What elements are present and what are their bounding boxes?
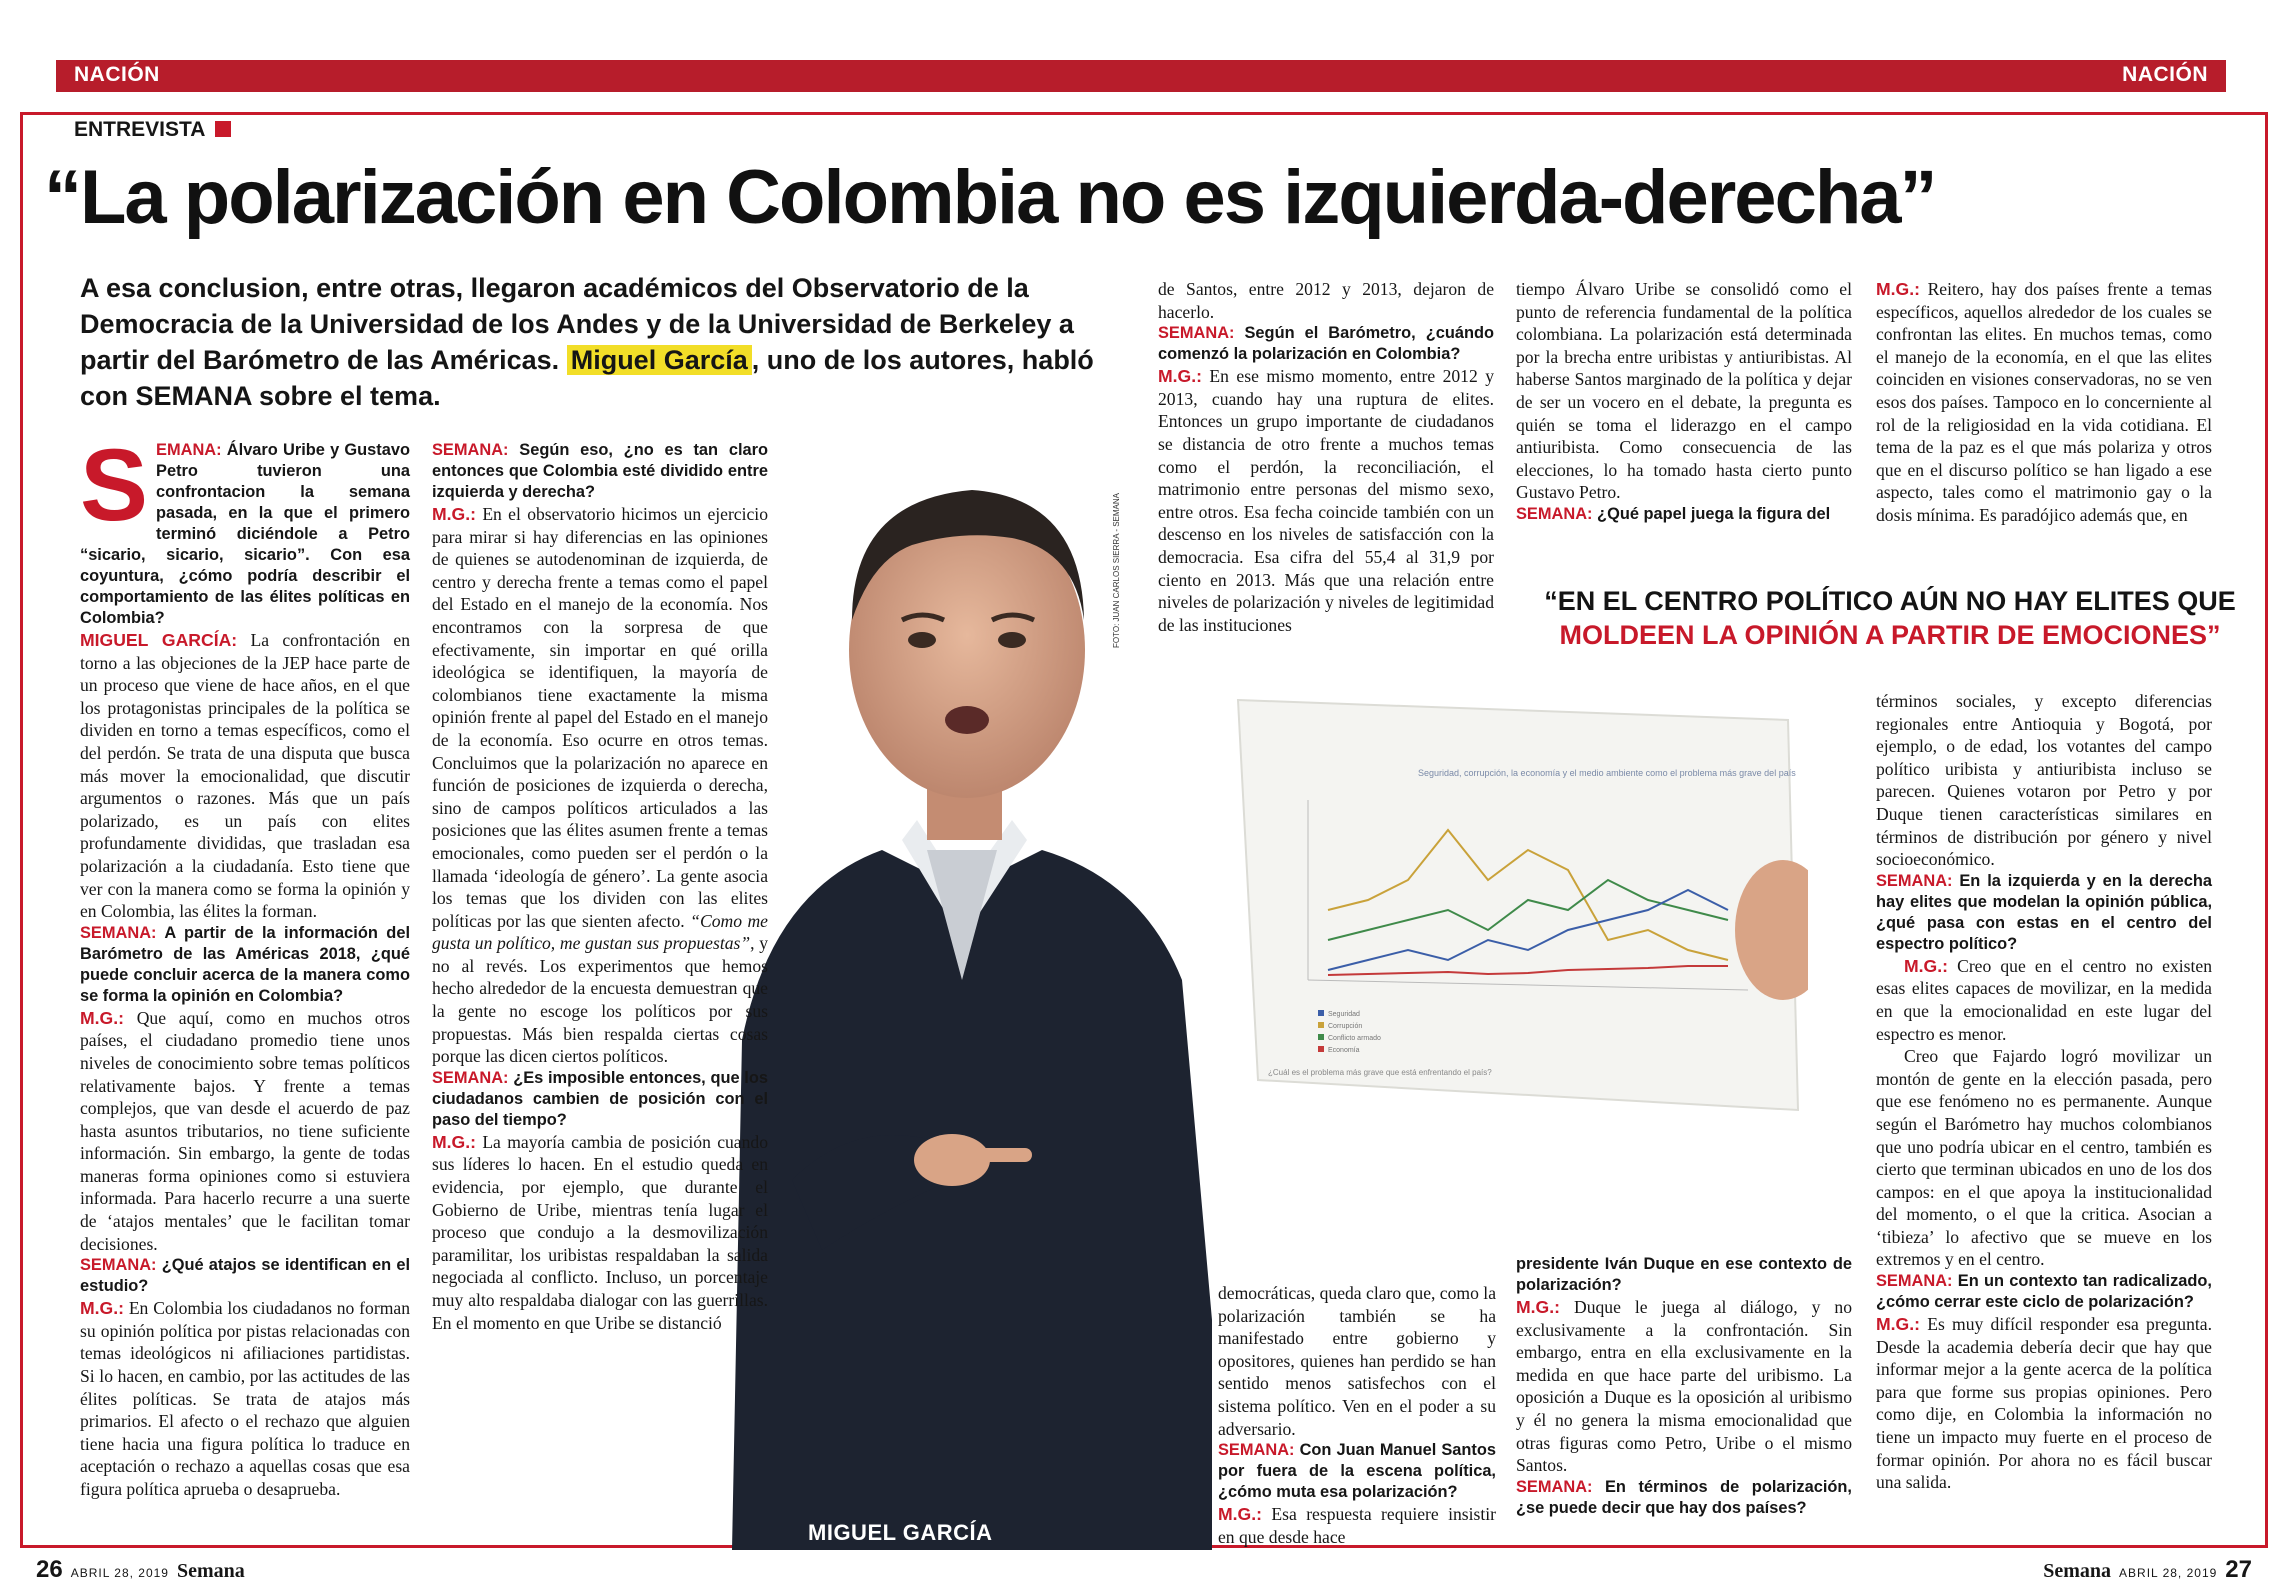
question-text: En la izquierda y en la derecha hay elites que modelan la opinión pública, ¿qué pasa con estas en el centro del espectro político? xyxy=(1876,871,2212,953)
speaker-label: M.G.: xyxy=(80,1007,124,1028)
speaker-label: SEMANA: xyxy=(80,1256,157,1275)
answer-1 xyxy=(1876,955,2212,1045)
speaker-label: SEMANA: xyxy=(1158,324,1235,343)
question-1 xyxy=(80,428,410,629)
pull-quote-line-1: “EN EL CENTRO POLÍTICO AÚN NO HAY ELITES QUE xyxy=(1544,586,2236,616)
photo-caption: MIGUEL GARCÍA xyxy=(808,1520,993,1545)
dropcap: S xyxy=(80,428,149,542)
speaker-label: M.G.: xyxy=(432,1131,476,1152)
kicker-square-icon xyxy=(215,121,231,137)
answer-text: Esa respuesta requiere insistir en que desde hace xyxy=(1218,1504,1496,1547)
answer-0: de Santos, entre 2012 y 2013, dejaron de hacerlo. xyxy=(1158,279,1494,322)
magazine-name: Semana xyxy=(176,1560,245,1582)
chart-printout-question: ¿Cuál es el problema más grave que está enfrentando el país? xyxy=(1268,1068,1492,1077)
question-2 xyxy=(80,923,410,1007)
speaker-label: SEMANA: xyxy=(1876,871,1953,890)
speaker-label: SEMANA: xyxy=(80,923,157,942)
speaker-label: MIGUEL GARCÍA: xyxy=(80,630,238,650)
question-1 xyxy=(1876,871,2212,955)
answer-text: La mayoría cambia de posición cuando sus líderes lo hacen. En el estudio queda en evidencia, por ejemplo, que durante el Gobierno de Uribe, mientras tenía lugar el proceso que condujo a la desmovilización paramilitar, los uribistas respaldaban la salida negociada al conflicto. Incluso, un porcentaje muy alto respaldaba dialogar con las guerrillas. En el momento en que Uribe se distanció xyxy=(432,1131,768,1333)
answer-text: Reitero, hay dos países frente a temas específicos, aquellos alrededor de los cuales se confrontan las elites. En muchos temas, como el manejo de la economía, en el que las elites coinciden en visiones conservadoras, no se ven esos dos países. Tampoco en lo concerniente al rol de la religiosidad en la vida cotidiana. El tema de la paz es el que más polariza y otros que en el discurso político se han ligado a ese aspecto, tales como el matrimonio gay o la dosis mínima. Es paradójico además que, en xyxy=(1876,279,2212,525)
pull-quote-line-2: MOLDEEN LA OPINIÓN A PARTIR DE EMOCIONES” xyxy=(1559,620,2221,650)
question-2 xyxy=(432,1068,768,1131)
kicker xyxy=(74,118,231,142)
answer-0-cont: términos sociales, y excepto diferencias regionales entre Antioquia y Bogotá, por ejemplo, o de edad, los votantes del campo político uribista y antiuribista incluso se parecen. Quienes votaron por Petro y por Duque tienen características similares en términos de distribución por género y nivel socioeconómico. xyxy=(1876,691,2212,870)
speaker-label: M.G.: xyxy=(80,1298,124,1319)
answer-0: tiempo Álvaro Uribe se consolidó como el punto de referencia fundamental de la política colombiana. La polarización está determinada por la brecha entre uribistas y antiuribistas. Al haberse Santos marginado de la política y dejar de ser un vocero en el debate, la pregunta es quién se toma el liderazgo en el campo antiuribista. Como consecuencia de las elecciones, lo ha tomado hasta cierto punto Gustavo Petro. xyxy=(1516,279,1852,503)
answer-1 xyxy=(1516,1296,1852,1477)
answer-2 xyxy=(1876,1313,2212,1494)
section-label-right: NACIÓN xyxy=(2122,63,2208,86)
section-label-left: NACIÓN xyxy=(74,63,160,86)
photo-credit: FOTO: JUAN CARLOS SIERRA - SEMANA xyxy=(1112,493,1121,648)
question-1 xyxy=(1516,504,1852,525)
speaker-label: M.G.: xyxy=(1516,1297,1560,1317)
speaker-label: SEMANA: xyxy=(1218,1441,1295,1460)
dek-part2: , uno de los autores, habló con SEMANA sobre el tema. xyxy=(80,345,1094,411)
answer-quote: “Como me gusta un político, me gustan sus propuestas” xyxy=(432,910,768,954)
question-text: ¿Es imposible entonces, que los ciudadanos cambien de posición con el paso del tiempo? xyxy=(432,1068,768,1129)
answer-text: , y no al revés. Los experimentos que hemos hecho alrededor de la encuesta demuestran que la gente no escoge los políticos por sus propuestas. Más bien respalda ciertas cosas porque las dicen ciertos políticos. xyxy=(432,933,768,1067)
answer-2 xyxy=(80,1007,410,1256)
question-1-cont: presidente Iván Duque en ese contexto de polarización? xyxy=(1516,1255,1852,1294)
answer-text: En Colombia los ciudadanos no forman su opinión política por pistas relacionadas con temas ideológicos ni afiliaciones partidistas. Si lo hacen, en cambio, por las actitudes de las élites políticas. Se trata de atajos más primarios. El afecto o el rechazo que alguien tiene hacia una figura política lo traduce en aceptación o rechazo a aquellas cosas que esa figura política aprueba o desaprueba. xyxy=(80,1298,410,1499)
column-4-bottom xyxy=(1516,1254,1852,1519)
speaker-label: SEMANA: xyxy=(1876,1272,1953,1291)
question-2 xyxy=(1218,1440,1496,1503)
question-1 xyxy=(432,440,768,503)
question-3 xyxy=(80,1255,410,1297)
column-3-top xyxy=(1158,278,1494,636)
question-2 xyxy=(1516,1477,1852,1519)
question-text: ¿Qué papel juega la figura del xyxy=(1592,504,1831,523)
answer-2 xyxy=(432,1131,768,1334)
speaker-label: M.G.: xyxy=(1904,955,1948,976)
question-text: Según el Barómetro, ¿cuándo comenzó la polarización en Colombia? xyxy=(1158,324,1494,364)
interviewee-photo xyxy=(712,420,1232,1550)
column-5-top xyxy=(1876,278,2212,527)
dek xyxy=(80,270,1100,414)
question-text: En términos de polarización, ¿se puede decir que hay dos países? xyxy=(1516,1477,1852,1517)
speaker-label: M.G.: xyxy=(1876,1314,1920,1335)
speaker-label: M.G.: xyxy=(1218,1504,1262,1525)
chart-printout-title: Seguridad, corrupción, la economía y el medio ambiente como el problema más grave del país xyxy=(1418,768,1796,778)
dek-part1: A esa conclusion, entre otras, llegaron académicos del Observatorio de la Democracia de la Universidad de los Andes y de la Universidad de Berkeley a partir del Barómetro de las Américas. xyxy=(80,273,1074,375)
answer-1-cont: democráticas, queda claro que, como la polarización también se ha manifestado entre gobierno y opositores, quienes han perdido se han sentido menos satisfechos con el sistema político. Ven en el poder a su adversario. xyxy=(1218,1283,1496,1439)
question-text: En un contexto tan radicalizado, ¿cómo cerrar este ciclo de polarización? xyxy=(1876,1272,2212,1312)
issue-date: ABRIL 28, 2019 xyxy=(70,1566,169,1580)
speaker-label: SEMANA: xyxy=(1516,1477,1593,1496)
answer-text: Es muy difícil responder esa pregunta. Desde la academia debería decir que hay que informar mejor a la gente acerca de la política para que forme sus propias opiniones. Pero como dije, en Colombia la información no tiene un impacto muy fuerte en el proceso de formar opinión. Por ahora no es fácil buscar una salida. xyxy=(1876,1314,2212,1493)
speaker-label: M.G.: xyxy=(1876,279,1920,299)
dek-highlight: Miguel García xyxy=(567,345,752,375)
speaker-label: EMANA: xyxy=(156,441,222,459)
answer-text: En ese mismo momento, entre 2012 y 2013, cuando hay una ruptura de elites. Entonces un grupo importante de ciudadanos se distancia de otro frente a muchos temas como el perdón, la reconciliación, el matrimonio entre personas del mismo sexo, entre otros. Esa fecha coincide también con un descenso en los niveles de satisfacción con la democracia. Esa cifra del 55,4 al 31,9 por ciento en 2013. Más que una relación entre niveles de polarización y niveles de legitimidad de las instituciones xyxy=(1158,366,1494,635)
pull-quote xyxy=(1540,584,2240,652)
answer-text: La confrontación en torno a las objeciones de la JEP hace parte de un proceso que viene de hace años, en el que los protagonistas principales de la política se dividen en torno a temas específicos, como el del perdón. Se trata de una disputa que busca más mover la emocionalidad, que discutir argumentos o razones. Más que un país polarizado, es un país con elites profundamente divididas, que trasladan esa polarización a la ciudadanía. Esto tiene que ver con la manera como se forma la opinión y en Colombia, las élites la forman. xyxy=(80,630,410,922)
answer-1 xyxy=(432,503,768,1068)
column-4-top xyxy=(1516,278,1852,525)
answer-0 xyxy=(1876,278,2212,527)
answer-text: Duque le juega al diálogo, y no exclusivamente a la confrontación. Sin embargo, entra en ella exclusivamente en la medida en que hace parte del uribismo. La oposición a Duque es la oposición al uribismo y él no genera la misma emocionalidad que otras figuras como Petro, Uribe o el mismo Santos. xyxy=(1516,1297,1852,1476)
question-text: A partir de la información del Barómetro de las Américas 2018, ¿qué puede concluir acerca de la manera como se forma la opinión en Colombia? xyxy=(80,923,410,1005)
answer-1-cont: Creo que Fajardo logró movilizar un montón de gente en la elección pasada, pero que ese fenómeno no es permanente. Aunque según el Barómetro hay muchos colombianos que uno podría ubicar en el centro, también es cierto que terminan ubicados en uno de los dos campos: en el que apoya la institucionalidad del momento, o el que la critica. Asocian a ‘tibieza’ lo afectivo que se mueve en los extremos y en el centro. xyxy=(1876,1046,2212,1270)
speaker-label: M.G.: xyxy=(1158,366,1202,387)
legend-item: Seguridad xyxy=(1328,1011,1360,1018)
answer-3 xyxy=(80,1297,410,1500)
answer-1 xyxy=(1158,365,1494,636)
column-3-bottom xyxy=(1218,1282,1496,1548)
footer-left xyxy=(36,1556,245,1584)
column-1 xyxy=(80,428,410,1501)
answer-1 xyxy=(80,629,410,923)
speaker-label: SEMANA: xyxy=(1516,504,1593,523)
legend-item: Economía xyxy=(1328,1047,1360,1054)
footer-right xyxy=(2043,1556,2252,1584)
chart-printout xyxy=(1228,680,1808,1120)
legend-item: Conflicto armado xyxy=(1328,1035,1381,1042)
answer-text: En el observatorio hicimos un ejercicio para mirar si hay diferencias en las opiniones de quienes se autodenominan de izquierda, de centro y derecha frente a temas como el papel del Estado en el manejo de la economía. Nos encontramos con la sorpresa de que efectivamente, sin importar en qué orilla ideológica se identifiquen, la mayoría de colombianos tiene exactamente la misma opinión frente al papel del Estado en el manejo de la economía. Eso ocurre en otros temas. Concluimos que la polarización no aparece en función de posiciones de izquierda o derecha, sino de campos políticos articulados a las posiciones que las élites asumen frente a temas emocionales, como pueden ser el perdón o la llamada ‘ideología de género’. La gente asocia los temas que los dividen con las elites políticas por las que sienten afecto. xyxy=(432,504,768,931)
kicker-label: ENTREVISTA xyxy=(74,118,206,141)
answer-2 xyxy=(1218,1503,1496,1548)
question-text: Álvaro Uribe y Gustavo Petro tuvieron una confrontacion la semana pasada, en la que el primero terminó diciéndole a Petro “sicario, sicario, sicario”. Con esa coyuntura, ¿cómo podría describir el comportamiento de las élites políticas en Colombia? xyxy=(80,441,410,627)
question-2 xyxy=(1876,1271,2212,1313)
headline: “La polarización en Colombia no es izquierda-derecha” xyxy=(44,155,1936,240)
page-number: 27 xyxy=(2225,1556,2252,1583)
column-5-middle xyxy=(1876,690,2212,1494)
question-text: Según eso, ¿no es tan claro entonces que Colombia esté dividido entre izquierda y derecha? xyxy=(432,441,768,501)
column-2 xyxy=(432,440,768,1334)
magazine-name: Semana xyxy=(2043,1560,2112,1582)
question-text: Con Juan Manuel Santos por fuera de la escena política, ¿cómo muta esa polarización? xyxy=(1218,1441,1496,1502)
legend-item: Corrupción xyxy=(1328,1023,1363,1030)
page-number: 26 xyxy=(36,1556,63,1583)
speaker-label: M.G.: xyxy=(432,504,476,524)
section-bar xyxy=(56,60,2226,92)
question-text: ¿Qué atajos se identifican en el estudio? xyxy=(80,1256,410,1296)
speaker-label: SEMANA: xyxy=(432,1068,509,1087)
answer-text: Creo que en el centro no existen esas elites capaces de movilizar, en la medida en que la emocionalidad en este lugar del espectro es menor. xyxy=(1876,955,2212,1044)
issue-date: ABRIL 28, 2019 xyxy=(2119,1566,2218,1580)
answer-text: Que aquí, como en muchos otros países, el ciudadano promedio tiene unos niveles de conocimiento sobre temas políticos relativamente bajos. Y frente a temas complejos, que van desde el acuerdo de paz hasta asuntos tributarios, no tiene suficiente información. Sin embargo, la gente de todas maneras forma opiniones como si estuviera informada. Para hacerlo recurre a una suerte de ‘atajos mentales’ que le facilitan tomar decisiones. xyxy=(80,1007,410,1254)
question-1 xyxy=(1158,323,1494,365)
speaker-label: SEMANA: xyxy=(432,441,509,459)
